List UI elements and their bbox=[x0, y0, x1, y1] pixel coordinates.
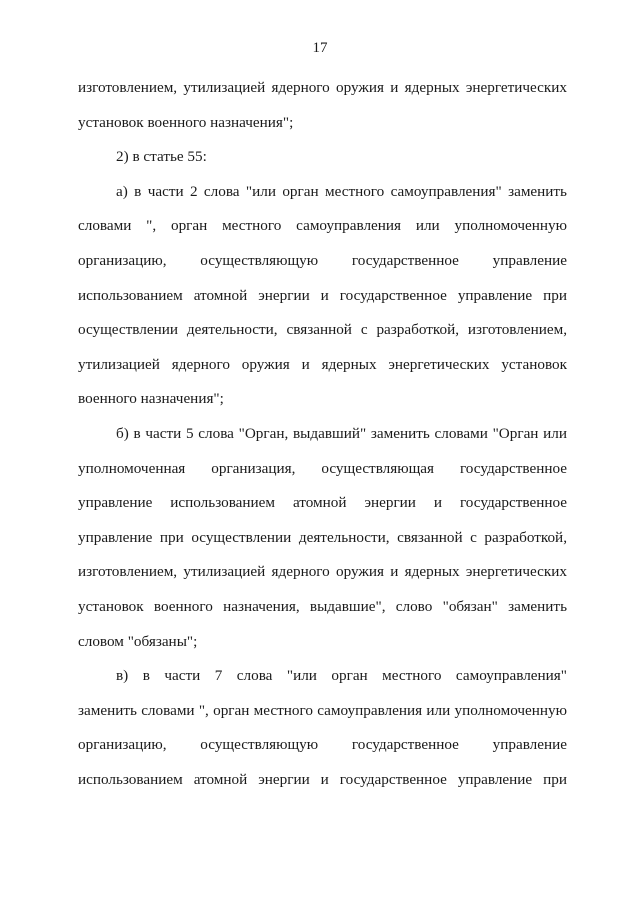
text-line: словами ", орган местного самоуправления или уполномоченную bbox=[78, 217, 567, 235]
text-line: в) в части 7 слова "или орган местного самоуправления" bbox=[116, 667, 567, 685]
text-line: заменить словами ", орган местного самоуправления или уполномоченную bbox=[78, 701, 567, 719]
text-line: установок военного назначения"; bbox=[78, 113, 294, 131]
page-number: 17 bbox=[312, 40, 328, 56]
text-line: утилизацией ядерного оружия и ядерных энергетических установок bbox=[78, 355, 567, 373]
text-line: а) в части 2 слова "или орган местного самоуправления" заменить bbox=[116, 182, 567, 200]
text-line: организацию, осуществляющую государственное управление bbox=[78, 251, 567, 269]
text-line: военного назначения"; bbox=[78, 390, 224, 408]
text-line: словом "обязаны"; bbox=[78, 632, 198, 650]
text-line: изготовлением, утилизацией ядерного оружия и ядерных энергетических bbox=[78, 79, 567, 96]
text-line: использованием атомной энергии и государственное управление при bbox=[78, 286, 567, 304]
text-line: изготовлением, утилизацией ядерного оружия и ядерных энергетических bbox=[78, 563, 567, 581]
text-line: управление при осуществлении деятельности, связанной с разработкой, bbox=[78, 528, 567, 546]
text-line: использованием атомной энергии и государственное управление при bbox=[78, 770, 567, 788]
text-line: осуществлении деятельности, связанной с разработкой, изготовлением, bbox=[78, 321, 567, 339]
document-body bbox=[78, 78, 567, 804]
text-line: 2) в статье 55: bbox=[116, 148, 207, 166]
text-line: управление использованием атомной энергии и государственное bbox=[78, 494, 567, 512]
text-line: установок военного назначения, выдавшие", слово "обязан" заменить bbox=[78, 597, 567, 615]
text-line: уполномоченная организация, осуществляющая государственное bbox=[78, 459, 567, 477]
text-line: организацию, осуществляющую государственное управление bbox=[78, 736, 567, 754]
text-line: б) в части 5 слова "Орган, выдавший" заменить словами "Орган или bbox=[116, 424, 567, 442]
